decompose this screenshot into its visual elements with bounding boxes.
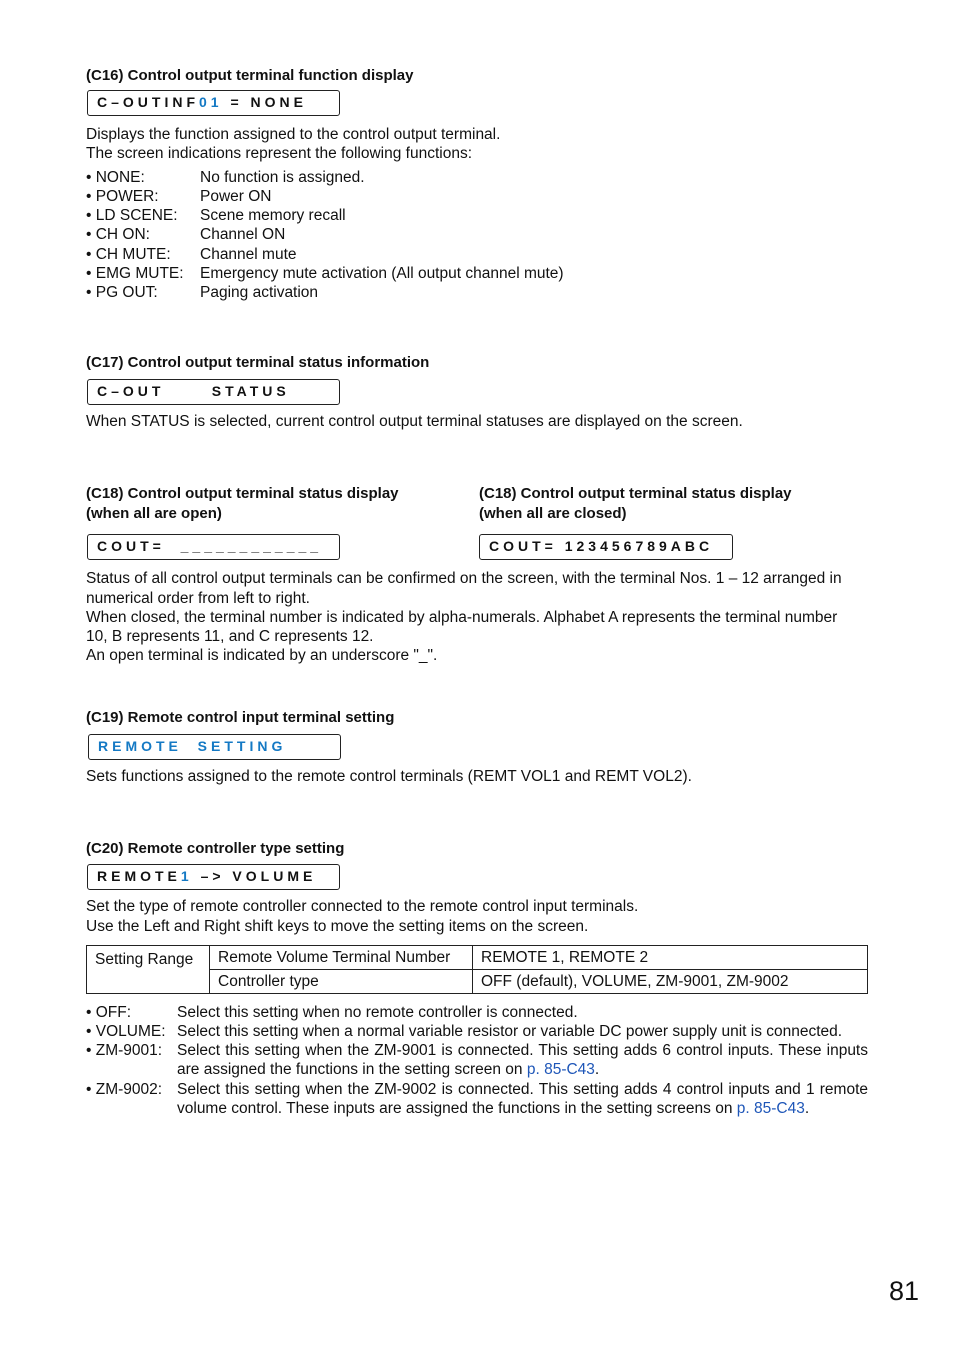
table-cell: REMOTE 1, REMOTE 2 [473,946,868,970]
c16-lcd-text-b: = NONE [222,94,307,110]
period: . [804,1100,810,1118]
option-zm9001-def [177,1041,868,1080]
c20-heading: (C20) Remote controller type setting [86,840,345,857]
c19-heading: (C19) Remote control input terminal setting [86,709,395,726]
list-item [86,264,564,283]
option-volume [86,1022,842,1041]
c20-lcd-text-b: –> VOLUME [192,868,317,884]
c18-right-heading: (C18) Control output terminal status display [479,485,792,502]
c16-lcd-number: 01 [199,94,223,110]
list-item-def: Channel mute [200,246,297,263]
table-row [87,946,868,970]
option-zm9002-term: • ZM-9002: [86,1081,163,1098]
table-cell: Controller type [210,970,473,994]
option-def-text: Select this setting when the ZM-9001 is connected. This setting adds 6 control inputs. These inputs are assigned the functions in the setting screen on [177,1042,868,1079]
list-item-def: Power ON [200,188,272,205]
c18-closed-lcd-display: COUT= 123456789ABC [479,534,733,560]
c18-para-2b: 10, B represents 11, and C represents 12. [86,628,374,645]
c19-lcd-display: REMOTE SETTING [88,734,341,760]
c18-para-2a: When closed, the terminal number is indicated by alpha-numerals. Alphabet A represents the terminal number [86,609,838,626]
c19-description: Sets functions assigned to the remote control terminals (REMT VOL1 and REMT VOL2). [86,768,692,785]
list-item [86,225,285,244]
list-item-term: • NONE: [86,169,145,186]
list-item-def: Paging activation [200,284,319,301]
c18-open-lcd-display: COUT= ____________ [87,534,340,560]
c20-lcd-display [87,864,340,890]
c20-description-1: Set the type of remote controller connected to the remote control input terminals. [86,898,639,915]
list-item-def: Emergency mute activation (All output channel mute) [200,265,564,282]
table-cell-range-label: Setting Range [87,946,210,994]
list-item [86,245,297,264]
list-item-term: • PG OUT: [86,284,158,301]
list-item [86,206,346,225]
c20-lcd-text-a: REMOTE [97,868,181,884]
list-item-term: • CH ON: [86,226,150,243]
option-term: • VOLUME: [86,1023,166,1040]
c16-description-2: The screen indications represent the following functions: [86,145,472,162]
option-term: • OFF: [86,1004,132,1021]
c20-description-2: Use the Left and Right shift keys to move the setting items on the screen. [86,918,589,935]
list-item-term: • LD SCENE: [86,207,178,224]
c18-para-1b: numerical order from left to right. [86,590,310,607]
list-item-term: • POWER: [86,188,159,205]
period: . [594,1061,600,1079]
list-item-def: Scene memory recall [200,207,346,224]
list-item-term: • EMG MUTE: [86,265,184,282]
c20-lcd-number: 1 [180,868,193,884]
option-def: Select this setting when no remote controller is connected. [177,1004,578,1021]
page-link[interactable]: p. 85-C43 [736,1100,805,1118]
c16-lcd-display [87,90,340,116]
option-off [86,1003,578,1022]
c17-heading: (C17) Control output terminal status information [86,354,430,371]
c17-lcd-display: C–OUT STATUS [87,379,340,405]
c18-left-heading: (C18) Control output terminal status display [86,485,399,502]
list-item-def: Channel ON [200,226,286,243]
list-item [86,187,272,206]
list-item [86,283,318,302]
page-number: 81 [889,1276,920,1306]
c18-left-subheading: (when all are open) [86,505,222,522]
c18-right-subheading: (when all are closed) [479,505,627,522]
table-cell: Remote Volume Terminal Number [210,946,473,970]
c18-para-1a: Status of all control output terminals can be confirmed on the screen, with the terminal Nos. 1 – 12 arranged in [86,570,842,587]
c16-description-1: Displays the function assigned to the control output terminal. [86,126,501,143]
list-item [86,168,365,187]
page-link[interactable]: p. 85-C43 [526,1061,595,1079]
setting-range-table [86,945,868,994]
c18-para-3: An open terminal is indicated by an underscore "_". [86,647,438,664]
c17-description: When STATUS is selected, current control output terminal statuses are displayed on the screen. [86,413,743,430]
table-cell: OFF (default), VOLUME, ZM-9001, ZM-9002 [473,970,868,994]
c16-heading: (C16) Control output terminal function display [86,67,414,84]
option-zm9001-term: • ZM-9001: [86,1042,163,1059]
c16-lcd-text-a: C–OUTINF [97,94,199,110]
option-def-text: Select this setting when the ZM-9002 is connected. This setting adds 4 control inputs and 1 remote volume control. These inputs are assigned the functions in the setting screens on [177,1081,868,1118]
list-item-term: • CH MUTE: [86,246,171,263]
list-item-def: No function is assigned. [200,169,365,186]
option-def: Select this setting when a normal variable resistor or variable DC power supply unit is connected. [177,1023,843,1040]
option-zm9002-def [177,1080,868,1119]
